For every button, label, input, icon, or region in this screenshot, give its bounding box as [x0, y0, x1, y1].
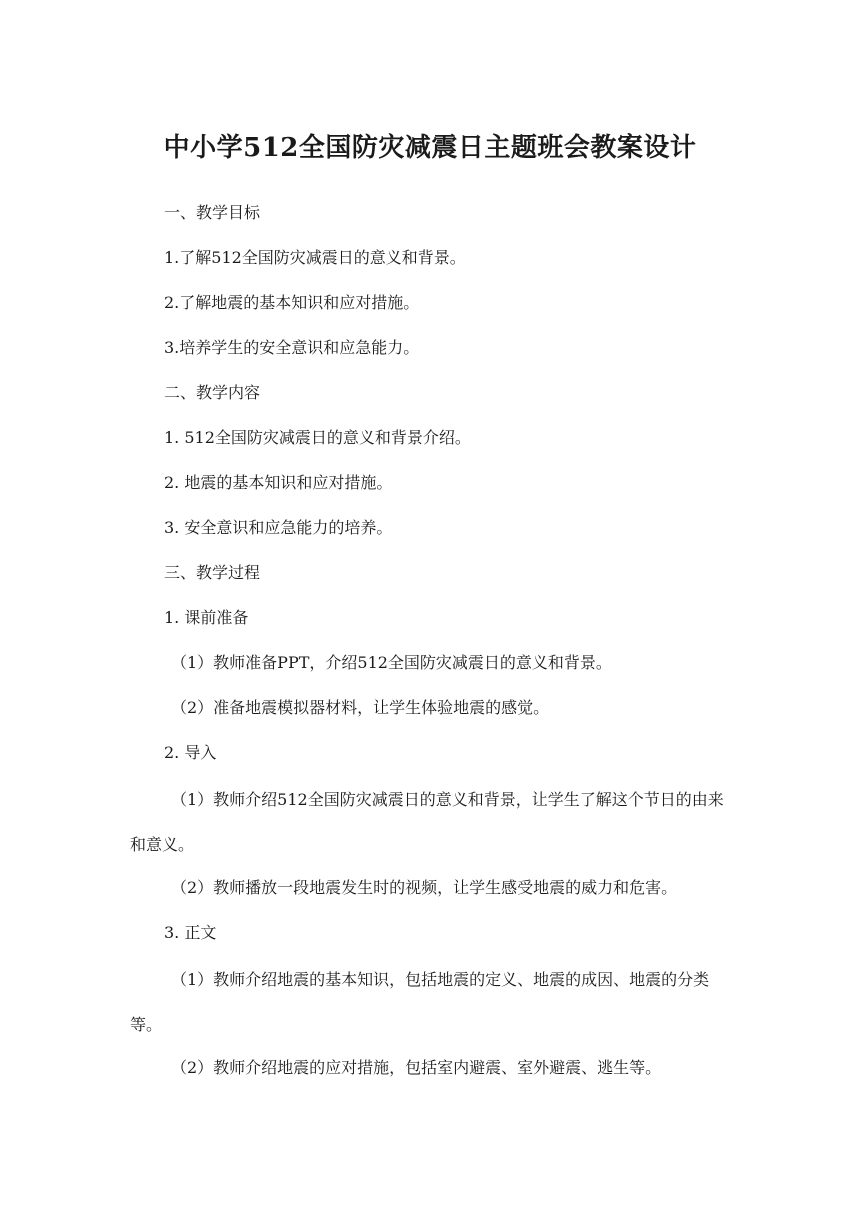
process-step-detail: （1）教师介绍512全国防灾减震日的意义和背景，让学生了解这个节日的由来和意义。	[130, 790, 724, 854]
process-step-detail: （1）教师介绍地震的基本知识，包括地震的定义、地震的成因、地震的分类等。	[130, 970, 710, 1034]
process-step-detail: （2）教师介绍地震的应对措施，包括室内避震、室外避震、逃生等。	[171, 1058, 662, 1077]
section-heading-objectives: 一、教学目标	[164, 203, 261, 222]
process-step-detail: （1）教师准备PPT，介绍512全国防灾减震日的意义和背景。	[171, 653, 612, 672]
section-heading-content: 二、教学内容	[164, 383, 261, 402]
process-step-label: 1. 课前准备	[164, 608, 249, 627]
content-item: 1. 512全国防灾减震日的意义和背景介绍。	[164, 428, 471, 447]
content-item: 2. 地震的基本知识和应对措施。	[164, 473, 393, 492]
objective-item: 2.了解地震的基本知识和应对措施。	[164, 293, 420, 312]
process-step-detail: （2）准备地震模拟器材料，让学生体验地震的感觉。	[171, 698, 550, 717]
process-step-label: 2. 导入	[164, 743, 217, 762]
objective-item: 1.了解512全国防灾减震日的意义和背景。	[164, 248, 466, 267]
process-step-detail: （2）教师播放一段地震发生时的视频，让学生感受地震的威力和危害。	[171, 878, 678, 897]
content-item: 3. 安全意识和应急能力的培养。	[164, 518, 393, 537]
document-title: 中小学512全国防灾减震日主题班会教案设计	[163, 133, 697, 163]
objective-item: 3.培养学生的安全意识和应急能力。	[164, 338, 420, 357]
process-step-label: 3. 正文	[164, 923, 217, 942]
section-heading-process: 三、教学过程	[164, 563, 261, 582]
